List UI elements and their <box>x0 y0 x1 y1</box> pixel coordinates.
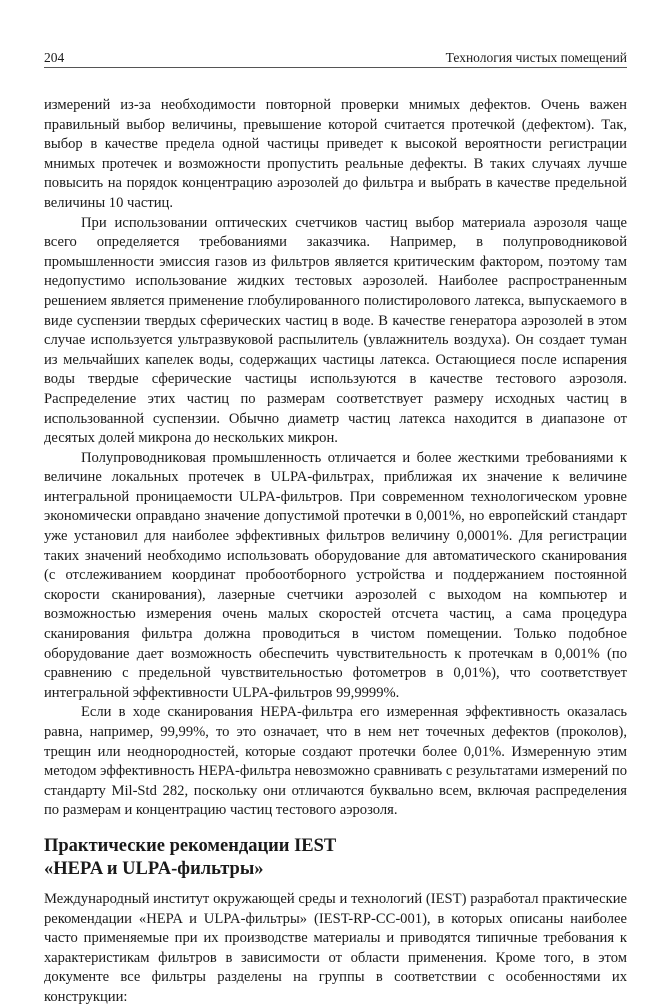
page-number: 204 <box>44 50 65 65</box>
paragraph-iest: Международный институт окружающей среды и технологий (IEST) разработал практические рекомендации «HEPA и ULPA-фильтры» (IEST-RP-CC-001), в которых описаны наиболее часто применяемые при их производстве материалы и приводятся типичные требования к характеристикам фильтров в зависимости от области применения. Кроме того, в этом документе все фильтры разделены на группы в соответствии с особенностями их конструкции: <box>44 890 627 1005</box>
paragraph-semiconductor: Полупроводниковая промышленность отличается и более жесткими требованиями к величине локальных протечек в ULPA-фильтрах, приближая их значение к величине интегральной проницаемости ULPA-фильтров. При современном технологическом уровне экономически оправдано значение допустимой протечки в 0,001%, но европейский стандарт уже установил для наиболее эффективных фильтров величину 0,0001%. Для регистрации таких значений необходимо использовать оборудование для автоматического сканирования (с отслеживанием координат пробоотборного устройства и поддержанием постоянной скорости сканирования), лазерные счетчики аэрозолей с выходом на компьютер и возможностью измерения очень малых скоростей отсчета частиц, а сама процедура сканирования фильтра должна проводиться в чистом помещении. Только подобное оборудование дает возможность обеспечить чувствительность к протечкам в 0,001% (по сравнению с предельной чувствительностью фотометров в 0,01%), что соответствует интегральной эффективности ULPA-фильтров 99,9999%. <box>44 449 627 701</box>
section-heading <box>44 835 627 881</box>
section-heading-line2: «HEPA и ULPA-фильтры» <box>44 858 264 879</box>
page-body <box>44 96 627 1008</box>
paragraph-optical-counters: При использовании оптических счетчиков частиц выбор материала аэрозоля чаще всего определяется требованиями заказчика. Например, в полупроводниковой промышленности эмиссия газов из фильтров является критическим фактором, поэтому там недопустимо использование жидких тестовых аэрозолей. Наиболее распространенным решением является применение глобулированного полистиролового латекса, выпускаемого в виде суспензии твердых сферических частиц в воде. В качестве генератора аэрозолей в этом случае используется ультразвуковой распылитель (увлажнитель воздуха). Он создает туман из мельчайших капелек воды, содержащих частицы латекса. Остающиеся после испарения воды твердые сферические частицы используются в качестве тестового аэрозоля. Распределение этих частиц по размерам соответствует размеру исходных частиц в использованной суспензии. Обычно диаметр частиц латекса находится в диапазоне от десятых долей микрона до нескольких микрон. <box>44 214 627 447</box>
paragraph-hepa-scanning: Если в ходе сканирования HEPA-фильтра его измеренная эффективность оказалась равна, например, 99,99%, то это означает, что в нем нет точечных дефектов (проколов), трещин или неоднородностей, которые создают протечки более 0,01%. Измеренную этим методом эффективность HEPA-фильтра невозможно сравнивать с результатами измерений по стандарту Mil-Std 282, поскольку они отличаются буквально всем, включая распределения по размерам и концентрацию частиц тестового аэрозоля. <box>44 704 627 819</box>
section-heading-line1: Практические рекомендации IEST <box>44 835 337 856</box>
running-header <box>44 46 627 68</box>
paragraph-continuation: измерений из-за необходимости повторной проверки мнимых дефектов. Очень важен правильный выбор величины, превышение которой считается протечкой (дефектом). Так, выбор в качестве предела одной частицы приведет к высокой вероятности регистрации мнимых протечек и возможности пропустить реальные дефекты. В таких случаях лучше повысить на порядок концентрацию аэрозолей до фильтра и выбрать в качестве предельной величины 10 частиц. <box>44 97 627 211</box>
running-title: Технология чистых помещений <box>445 50 627 65</box>
